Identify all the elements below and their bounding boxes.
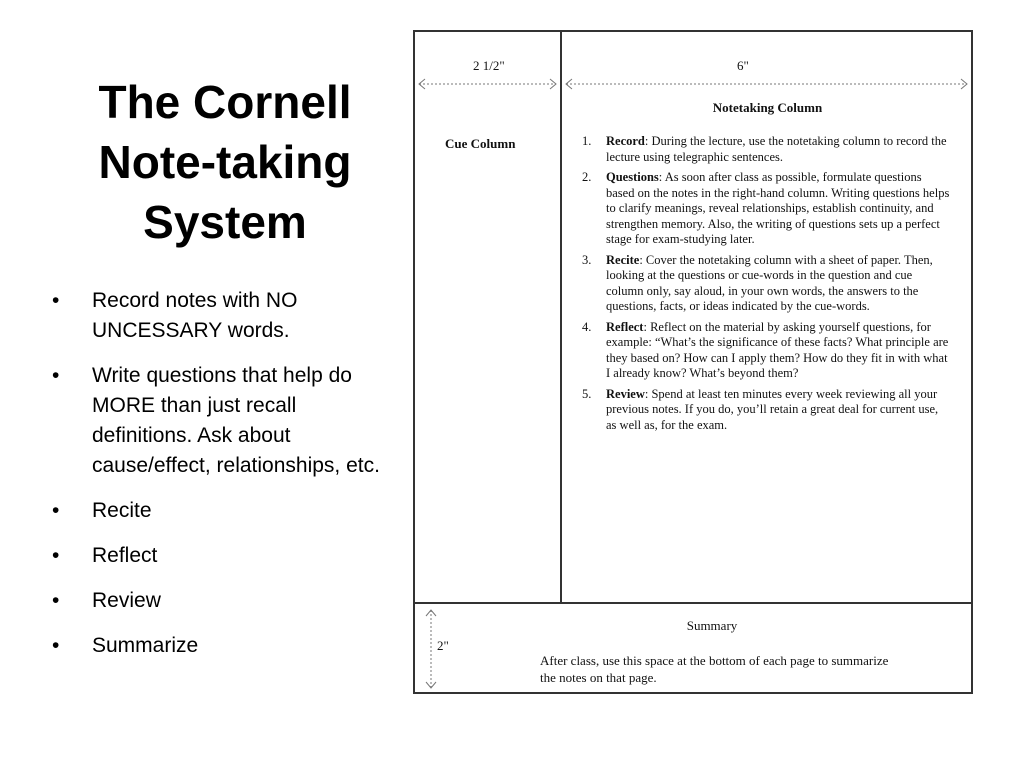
bullet-dot: •	[52, 634, 60, 657]
title-line-2: Note-taking	[98, 136, 352, 188]
step-text: : Spend at least ten minutes every week reviewing all your previous notes. If you do, you’ll retain a great deal for current use, as well as, for the exam.	[606, 386, 939, 432]
summary-heading: Summary	[686, 618, 738, 633]
bullet-dot: •	[52, 289, 60, 312]
step-term: Record	[606, 134, 645, 148]
step-item	[582, 320, 950, 382]
summary-text: After class, use this space at the bottom of each page to summarize the notes on that page.	[540, 653, 889, 685]
bullet-dot: •	[52, 364, 60, 387]
bullet-text: Write questions that help do MORE than just recall definitions. Ask about cause/effect, relationships, etc.	[92, 364, 380, 477]
step-term: Questions	[606, 170, 659, 184]
bullet-list	[50, 286, 390, 676]
notetaking-steps	[582, 134, 950, 438]
step-text: : As soon after class as possible, formulate questions based on the notes in the right-hand column. Writing questions helps to clarify meanings, reveal relationships, establish continuity, and strengthen memory. Also, the writing of questions sets up a perfect stage for exam-studying later.	[606, 170, 950, 246]
step-number: 5.	[582, 386, 592, 401]
bullet-text: Recite	[92, 499, 152, 522]
cornell-page-diagram	[413, 30, 973, 694]
bullet-item	[50, 496, 390, 526]
step-number: 1.	[582, 134, 592, 148]
step-item	[582, 170, 950, 248]
step-term: Review	[606, 386, 645, 401]
bullet-dot: •	[52, 589, 60, 612]
step-item	[582, 253, 950, 315]
step-number: 3.	[582, 252, 592, 267]
note-width-label: 6"	[737, 58, 749, 73]
summary-divider	[415, 602, 971, 604]
bullet-text: Summarize	[92, 634, 199, 657]
bullet-item	[50, 631, 390, 661]
step-text: : Reflect on the material by asking yourself questions, for example: “What’s the significance of these facts? What principle are they based on? How can I apply them? How do they fit in with what I already know? What’s beyond them?	[606, 319, 949, 380]
bullet-item	[50, 586, 390, 616]
notetaking-column-heading: Notetaking Column	[712, 100, 823, 115]
bullet-text: Reflect	[92, 544, 158, 567]
step-number: 4.	[582, 319, 592, 334]
cue-column-divider	[560, 32, 562, 602]
step-item	[582, 387, 950, 434]
summary-height-label: 2"	[437, 638, 449, 653]
title-line-3: System	[143, 196, 307, 248]
bullet-item	[50, 361, 390, 481]
slide-title	[40, 72, 410, 252]
bullet-text: Record notes with NO UNCESSARY words.	[92, 289, 298, 342]
step-term: Reflect	[606, 319, 644, 334]
cue-column-heading: Cue Column	[445, 136, 516, 151]
bullet-dot: •	[52, 499, 60, 522]
bullet-item	[50, 541, 390, 571]
step-number: 2.	[582, 170, 592, 184]
step-text: : Cover the notetaking column with a sheet of paper. Then, looking at the questions or cue-words in the question and cue column only, say aloud, in your own words, the answers to the questions, facts, or ideas indicated by the cue-words.	[606, 252, 933, 313]
cue-width-label: 2 1/2"	[473, 58, 505, 73]
step-term: Recite	[606, 252, 640, 267]
step-item	[582, 134, 950, 165]
step-text: : During the lecture, use the notetaking column to record the lecture using telegraphic sentences.	[606, 134, 947, 164]
bullet-dot: •	[52, 544, 60, 567]
bullet-text: Review	[92, 589, 161, 612]
bullet-item	[50, 286, 390, 346]
title-line-1: The Cornell	[98, 76, 352, 128]
